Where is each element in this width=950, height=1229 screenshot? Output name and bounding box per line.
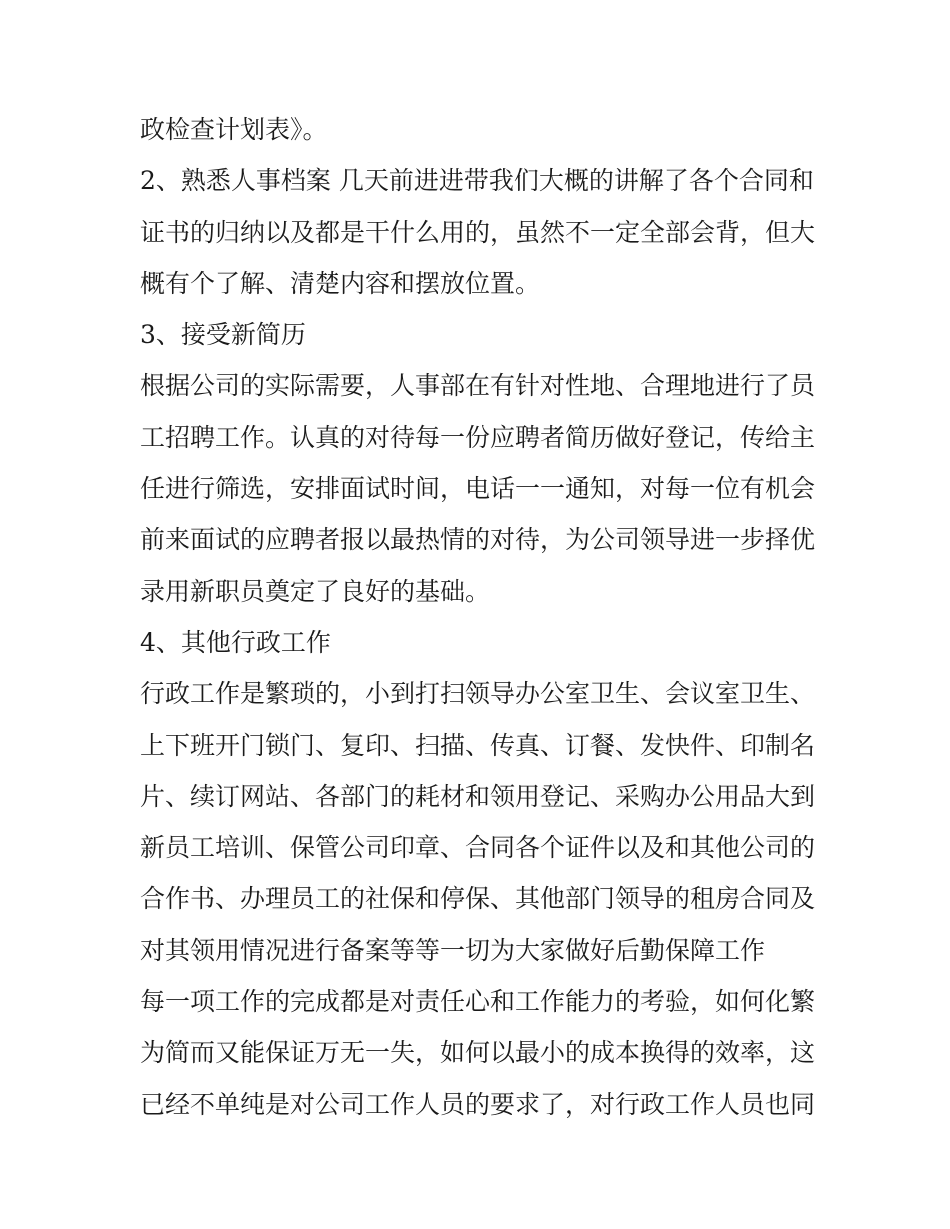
text-line: 为简而又能保证万无一失，如何以最小的成本换得的效率，这 [140,1038,816,1068]
text-line: 任进行筛选，安排面试时间，电话一一通知，对每一位有机会 [140,474,816,504]
list-item-heading: 2、熟悉人事档案 几天前进进带我们大概的讲解了各个合同和 [140,166,814,196]
text-line: 片、续订网站、各部门的耗材和领用登记、采购办公用品大到 [140,781,816,811]
text-line: 对其领用情况进行备案等等一切为大家做好后勤保障工作 [140,935,766,965]
text-line: 录用新职员奠定了良好的基础。 [140,576,491,606]
text-line: 政检查计划表》。 [140,115,328,144]
body-text [140,104,820,1130]
text-line: 已经不单纯是对公司工作人员的要求了，对行政工作人员也同 [140,1089,816,1119]
text-line: 证书的归纳以及都是干什么用的，虽然不一定全部会背，但大 [140,217,816,247]
text-line: 根据公司的实际需要，人事部在有针对性地、合理地进行了员 [140,371,816,401]
text-line: 概有个了解、清楚内容和摆放位置。 [140,268,541,298]
text-line: 合作书、办理员工的社保和停保、其他部门领导的租房合同及 [140,884,816,914]
list-item-heading: 3、接受新简历 [140,320,306,350]
text-line: 上下班开门锁门、复印、扫描、传真、订餐、发快件、印制名 [140,730,816,760]
list-item-heading: 4、其他行政工作 [140,627,331,657]
text-line: 每一项工作的完成都是对责任心和工作能力的考验，如何化繁 [140,987,816,1017]
text-line: 前来面试的应聘者报以最热情的对待，为公司领导进一步择优 [140,525,816,555]
text-line: 工招聘工作。认真的对待每一份应聘者简历做好登记，传给主 [140,422,816,452]
text-line: 新员工培训、保管公司印章、合同各个证件以及和其他公司的 [140,833,816,863]
text-line: 行政工作是繁琐的，小到打扫领导办公室卫生、会议室卫生、 [140,679,816,709]
